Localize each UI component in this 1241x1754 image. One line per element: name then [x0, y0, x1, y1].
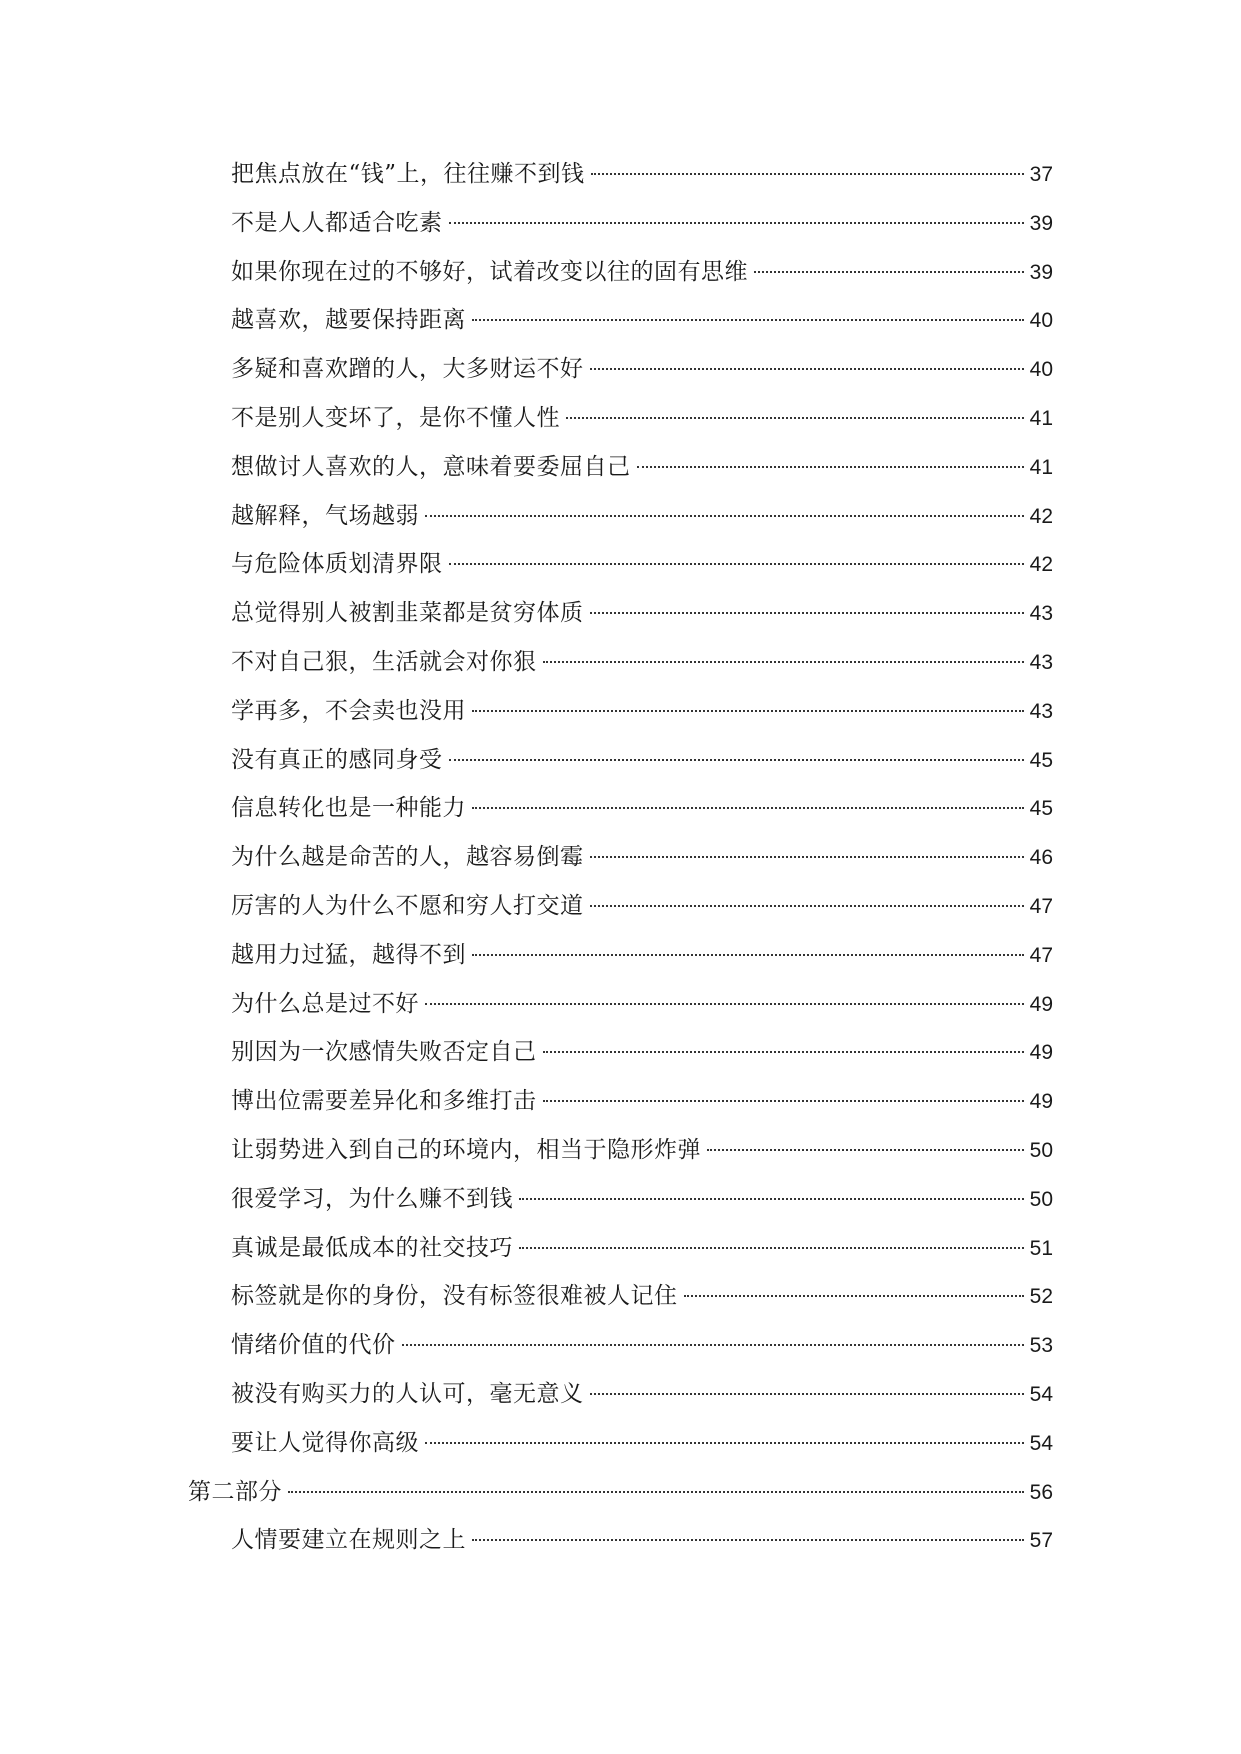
toc-dot-leader [449, 222, 1024, 224]
toc-page-number: 49 [1029, 1090, 1053, 1114]
toc-entry-title: 越用力过猛，越得不到 [231, 941, 466, 968]
toc-page-number: 49 [1029, 992, 1053, 1016]
toc-entry[interactable] [0, 687, 1241, 736]
toc-dot-leader [425, 515, 1024, 517]
toc-dot-leader [402, 1344, 1024, 1346]
toc-dot-leader [590, 368, 1024, 370]
toc-dot-leader [543, 1100, 1024, 1102]
toc-entry[interactable] [0, 248, 1241, 297]
toc-entry-title: 真诚是最低成本的社交技巧 [231, 1234, 513, 1261]
toc-page-number: 43 [1029, 699, 1053, 723]
toc-page-number: 39 [1029, 211, 1053, 235]
toc-entry-title: 别因为一次感情失败否定自己 [231, 1039, 537, 1066]
toc-entry[interactable] [0, 1126, 1241, 1175]
toc-entry-title: 不对自己狠，生活就会对你狠 [231, 648, 537, 675]
toc-entry[interactable] [0, 736, 1241, 785]
toc-page-number: 47 [1029, 894, 1053, 918]
toc-entry[interactable] [0, 1321, 1241, 1370]
toc-page-number: 45 [1029, 748, 1053, 772]
toc-dot-leader [566, 417, 1024, 419]
toc-page-number: 42 [1029, 504, 1053, 528]
toc-dot-leader [288, 1491, 1024, 1493]
toc-dot-leader [543, 1051, 1024, 1053]
toc-page-number: 49 [1029, 1041, 1053, 1065]
toc-entry[interactable] [0, 492, 1241, 541]
toc-entry-title: 情绪价值的代价 [231, 1332, 396, 1359]
toc-entry[interactable] [0, 345, 1241, 394]
toc-page-number: 54 [1029, 1431, 1053, 1455]
toc-page-number: 47 [1029, 943, 1053, 967]
toc-page-number: 45 [1029, 797, 1053, 821]
toc-section-heading[interactable] [0, 1468, 1241, 1517]
table-of-contents [0, 150, 1241, 1565]
toc-entry[interactable] [0, 980, 1241, 1029]
toc-entry-title: 学再多，不会卖也没用 [231, 697, 466, 724]
toc-dot-leader [590, 1393, 1024, 1395]
toc-dot-leader [425, 1003, 1024, 1005]
toc-entry-title: 人情要建立在规则之上 [231, 1527, 466, 1554]
toc-entry[interactable] [0, 1419, 1241, 1468]
toc-dot-leader [637, 466, 1024, 468]
toc-dot-leader [472, 710, 1024, 712]
toc-page-number: 54 [1029, 1382, 1053, 1406]
toc-entry[interactable] [0, 199, 1241, 248]
toc-entry-title: 越解释，气场越弱 [231, 502, 419, 529]
toc-page-number: 39 [1029, 260, 1053, 284]
toc-dot-leader [425, 1442, 1024, 1444]
toc-page-number: 43 [1029, 602, 1053, 626]
toc-page-number: 50 [1029, 1138, 1053, 1162]
toc-dot-leader [590, 856, 1024, 858]
toc-entry[interactable] [0, 638, 1241, 687]
toc-entry-title: 为什么越是命苦的人，越容易倒霉 [231, 844, 584, 871]
toc-entry-title: 多疑和喜欢蹭的人，大多财运不好 [231, 356, 584, 383]
toc-entry-title: 如果你现在过的不够好，试着改变以往的固有思维 [231, 258, 748, 285]
toc-entry-title: 标签就是你的身份，没有标签很难被人记住 [231, 1283, 678, 1310]
toc-page-number: 53 [1029, 1334, 1053, 1358]
toc-entry-title: 为什么总是过不好 [231, 990, 419, 1017]
toc-entry[interactable] [0, 784, 1241, 833]
toc-page-number: 41 [1029, 455, 1053, 479]
toc-dot-leader [449, 563, 1024, 565]
toc-dot-leader [472, 807, 1024, 809]
toc-entry[interactable] [0, 443, 1241, 492]
toc-entry[interactable] [0, 394, 1241, 443]
toc-entry[interactable] [0, 1370, 1241, 1419]
toc-page-number: 51 [1029, 1236, 1053, 1260]
toc-entry-title: 厉害的人为什么不愿和穷人打交道 [231, 892, 584, 919]
toc-dot-leader [543, 661, 1024, 663]
toc-entry[interactable] [0, 1272, 1241, 1321]
toc-entry-title: 被没有购买力的人认可，毫无意义 [231, 1380, 584, 1407]
toc-entry[interactable] [0, 589, 1241, 638]
toc-page-number: 50 [1029, 1187, 1053, 1211]
toc-dot-leader [449, 759, 1024, 761]
toc-dot-leader [590, 905, 1024, 907]
toc-entry-title: 把焦点放在“钱”上，往往赚不到钱 [231, 161, 585, 187]
toc-dot-leader [590, 612, 1024, 614]
toc-page-number: 46 [1029, 846, 1053, 870]
toc-dot-leader [519, 1247, 1024, 1249]
toc-entry[interactable] [0, 1224, 1241, 1273]
toc-entry-title: 总觉得别人被割韭菜都是贫穷体质 [231, 600, 584, 627]
toc-entry[interactable] [0, 1028, 1241, 1077]
toc-page-number: 40 [1029, 309, 1053, 333]
toc-entry[interactable] [0, 833, 1241, 882]
toc-entry[interactable] [0, 1077, 1241, 1126]
toc-page-number: 43 [1029, 650, 1053, 674]
toc-page-number: 40 [1029, 358, 1053, 382]
toc-dot-leader [754, 271, 1024, 273]
toc-entry[interactable] [0, 931, 1241, 980]
toc-entry-title: 博出位需要差异化和多维打击 [231, 1088, 537, 1115]
toc-entry[interactable] [0, 150, 1241, 199]
toc-entry[interactable] [0, 1516, 1241, 1565]
toc-entry-title: 第二部分 [188, 1478, 282, 1505]
toc-entry[interactable] [0, 296, 1241, 345]
toc-dot-leader [472, 319, 1024, 321]
toc-entry-title: 与危险体质划清界限 [231, 551, 443, 578]
toc-entry-title: 不是人人都适合吃素 [231, 209, 443, 236]
toc-dot-leader [707, 1149, 1024, 1151]
toc-entry-title: 想做讨人喜欢的人，意味着要委屈自己 [231, 453, 631, 480]
toc-entry-title: 让弱势进入到自己的环境内，相当于隐形炸弹 [231, 1136, 701, 1163]
toc-dot-leader [519, 1198, 1024, 1200]
toc-dot-leader [472, 1539, 1024, 1541]
toc-entry-title: 要让人觉得你高级 [231, 1429, 419, 1456]
toc-page-number: 41 [1029, 406, 1053, 430]
toc-entry-title: 越喜欢，越要保持距离 [231, 307, 466, 334]
toc-dot-leader [472, 954, 1024, 956]
toc-entry-title: 没有真正的感同身受 [231, 746, 443, 773]
toc-page-number: 57 [1029, 1529, 1053, 1553]
toc-entry-title: 不是别人变坏了，是你不懂人性 [231, 404, 560, 431]
toc-entry[interactable] [0, 882, 1241, 931]
toc-page-number: 42 [1029, 553, 1053, 577]
toc-page-number: 56 [1029, 1480, 1053, 1504]
toc-entry-title: 很爱学习，为什么赚不到钱 [231, 1185, 513, 1212]
toc-entry[interactable] [0, 1175, 1241, 1224]
toc-entry-title: 信息转化也是一种能力 [231, 795, 466, 822]
toc-page-number: 52 [1029, 1285, 1053, 1309]
toc-page-number: 37 [1029, 163, 1053, 186]
toc-dot-leader [591, 173, 1024, 175]
toc-entry[interactable] [0, 540, 1241, 589]
toc-dot-leader [684, 1295, 1024, 1297]
